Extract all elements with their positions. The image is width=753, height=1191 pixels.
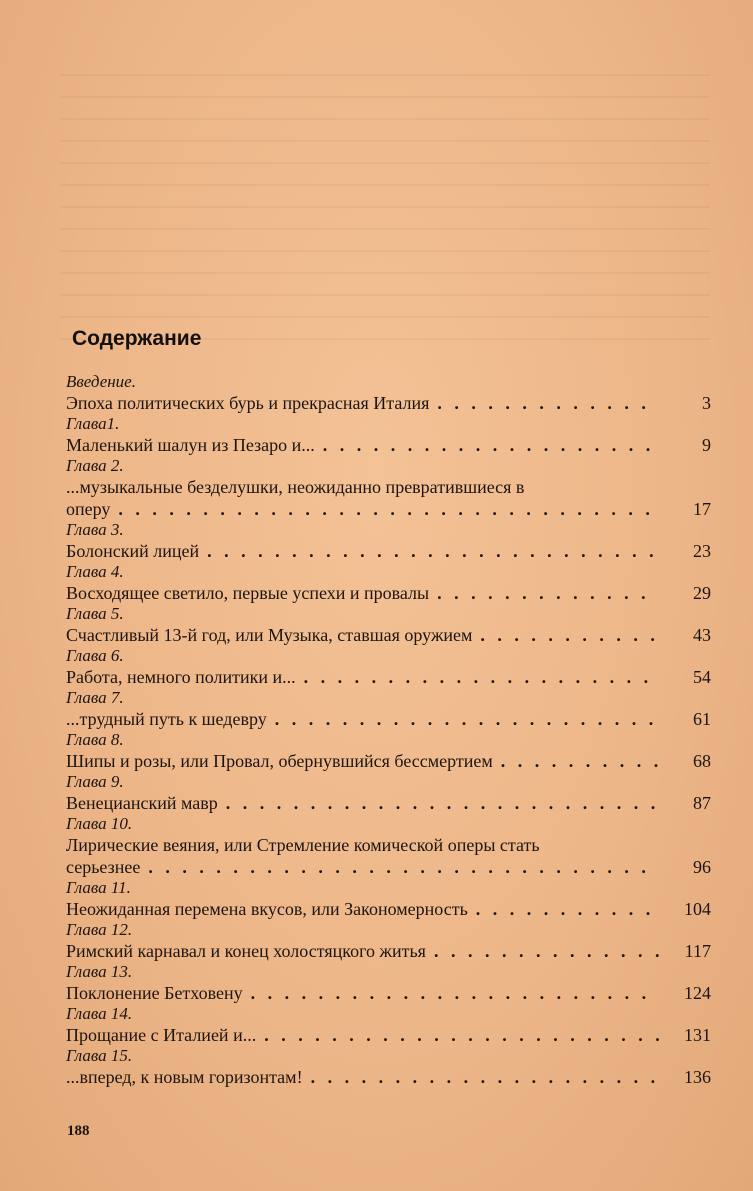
toc-entry: [66, 434, 711, 456]
chapter-label: Глава 6.: [66, 646, 124, 665]
entry-title: Поклонение Бетховену: [66, 983, 243, 1003]
chapter-label: Глава 15.: [66, 1046, 133, 1065]
entry-title: Шипы и розы, или Провал, обернувшийся бессмертием: [66, 751, 493, 771]
entry-title: Болонский лицей: [66, 541, 200, 561]
chapter-label: Глава 3.: [66, 520, 124, 539]
dot-leader: [264, 1024, 659, 1046]
dot-leader: [118, 498, 659, 520]
dot-leader: [323, 434, 659, 456]
entry-page: 3: [702, 393, 711, 413]
entry-page: 68: [693, 751, 711, 771]
chapter-label: Глава 14.: [66, 1004, 133, 1023]
chapter-label: Глава 5.: [66, 604, 124, 623]
intro-label: Введение.: [66, 372, 136, 391]
toc-entry: [66, 856, 711, 878]
toc-entry: [66, 540, 711, 562]
chapter-label: Глава 8.: [66, 730, 124, 749]
dot-leader: [275, 708, 659, 730]
entry-title: Прощание с Италией и...: [66, 1025, 257, 1045]
chapter-label: Глава 7.: [66, 688, 124, 707]
toc-entry: [66, 666, 711, 688]
entry-page: 136: [684, 1067, 711, 1087]
toc-entry: [66, 392, 711, 414]
dot-leader: [251, 982, 659, 1004]
toc-entry: [66, 982, 711, 1004]
entry-page: 104: [684, 899, 711, 919]
chapter-label: Глава 11.: [66, 878, 131, 897]
dot-leader: [226, 792, 659, 814]
entry-page: 54: [693, 667, 711, 687]
entry-title: Работа, немного политики и...: [66, 667, 296, 687]
dot-leader: [148, 856, 659, 878]
chapter-label: Глава 13.: [66, 962, 133, 981]
page-number: 188: [67, 1123, 90, 1139]
entry-title-line: Лирические веяния, или Стремление комической оперы стать: [66, 835, 540, 855]
page-title: Содержание: [72, 327, 202, 350]
entry-page: 96: [693, 857, 711, 877]
dot-leader: [304, 666, 659, 688]
entry-title: Эпоха политических бурь и прекрасная Италия: [66, 393, 430, 413]
toc-entry: [66, 792, 711, 814]
chapter-label: Глава 10.: [66, 814, 133, 833]
entry-title: Маленький шалун из Пезаро и...: [66, 435, 315, 455]
entry-title: Восходящее светило, первые успехи и провалы: [66, 583, 430, 603]
toc-entry: [66, 498, 711, 520]
dot-leader: [434, 940, 659, 962]
bleed-through-text: [60, 60, 710, 360]
entry-page: 87: [693, 793, 711, 813]
table-of-contents: [66, 372, 711, 1088]
entry-title-line: ...музыкальные безделушки, неожиданно превратившиеся в: [66, 477, 525, 497]
dot-leader: [480, 624, 659, 646]
entry-page: 9: [702, 435, 711, 455]
entry-page: 61: [693, 709, 711, 729]
entry-title: Счастливый 13-й год, или Музыка, ставшая оружием: [66, 625, 473, 645]
chapter-label: Глава 12.: [66, 920, 133, 939]
chapter-label: Глава1.: [66, 414, 120, 433]
chapter-label: Глава 2.: [66, 456, 124, 475]
toc-entry: [66, 1066, 711, 1088]
entry-title: ...трудный путь к шедевру: [66, 709, 267, 729]
dot-leader: [437, 392, 659, 414]
entry-page: 43: [693, 625, 711, 645]
chapter-label: Глава 4.: [66, 562, 124, 581]
toc-entry: [66, 1024, 711, 1046]
dot-leader: [207, 540, 659, 562]
dot-leader: [311, 1066, 659, 1088]
toc-entry: [66, 898, 711, 920]
dot-leader: [476, 898, 659, 920]
entry-title: Римский карнавал и конец холостяцкого житья: [66, 941, 426, 961]
dot-leader: [437, 582, 659, 604]
entry-title: серьезнее: [66, 857, 141, 877]
entry-page: 29: [693, 583, 711, 603]
entry-page: 117: [684, 941, 711, 961]
toc-entry: [66, 940, 711, 962]
toc-entry: [66, 624, 711, 646]
toc-entry: [66, 708, 711, 730]
chapter-label: Глава 9.: [66, 772, 124, 791]
entry-title: ...вперед, к новым горизонтам!: [66, 1067, 303, 1087]
entry-title: Венецианский мавр: [66, 793, 218, 813]
entry-page: 131: [684, 1025, 711, 1045]
entry-page: 124: [684, 983, 711, 1003]
entry-page: 23: [693, 541, 711, 561]
dot-leader: [501, 750, 659, 772]
toc-entry: [66, 750, 711, 772]
entry-title: оперу: [66, 499, 111, 519]
entry-page: 17: [693, 499, 711, 519]
entry-title: Неожиданная перемена вкусов, или Закономерность: [66, 899, 468, 919]
toc-entry: [66, 582, 711, 604]
